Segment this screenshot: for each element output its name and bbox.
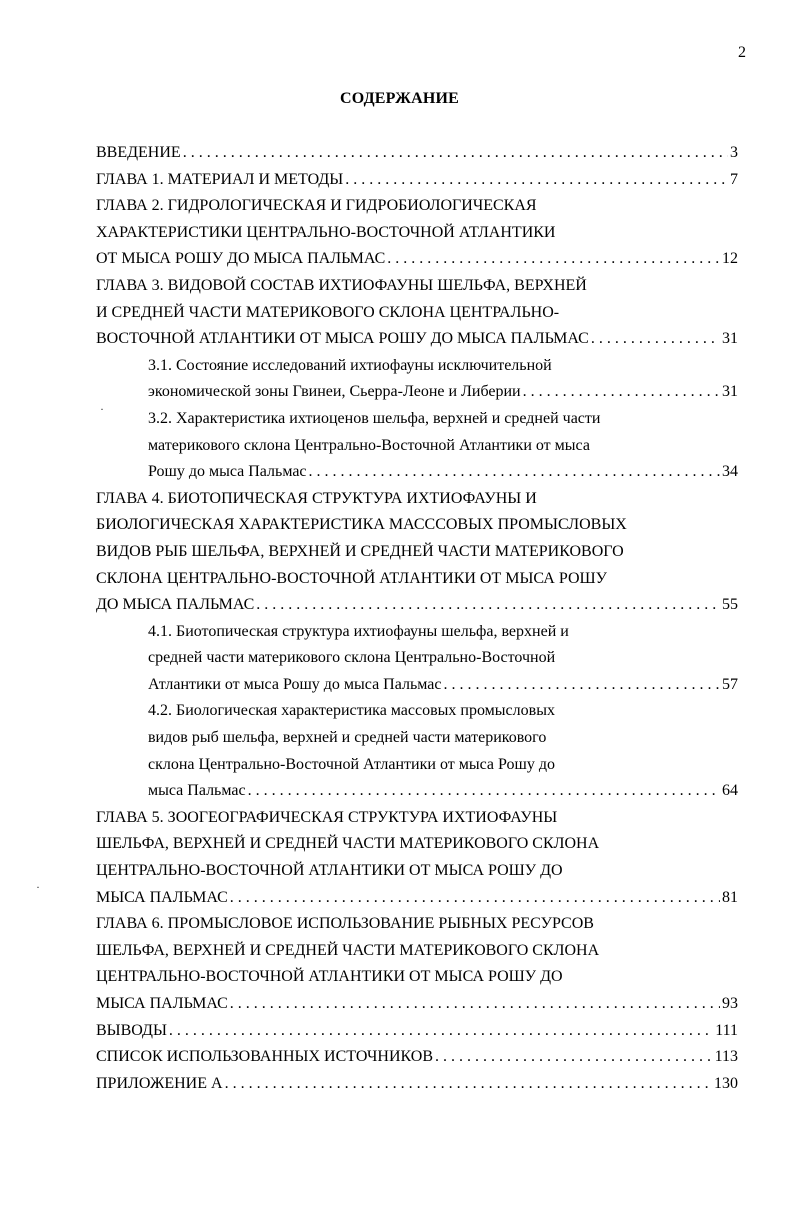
scan-speck: ·	[100, 402, 104, 416]
toc-entry-title-line: 3.2. Характеристика ихтиоценов шельфа, верхней и средней части	[148, 409, 601, 427]
toc-entry-title-line: видов рыб шельфа, верхней и средней части материкового	[148, 729, 547, 747]
toc-page-number: 55	[722, 596, 738, 614]
toc-page-number: 111	[715, 1021, 738, 1039]
toc-entry[interactable]	[96, 167, 738, 194]
toc-entry[interactable]	[96, 140, 738, 167]
toc-page-number: 7	[730, 170, 738, 188]
dot-leader	[248, 778, 720, 805]
toc-entry-title-line: ЦЕНТРАЛЬНО-ВОСТОЧНОЙ АТЛАНТИКИ ОТ МЫСА РОШУ ДО	[96, 862, 563, 880]
toc-entry-title-line: Рошу до мыса Пальмас	[148, 463, 307, 481]
toc-page-number: 93	[722, 995, 738, 1012]
toc-page-number: 34	[722, 463, 738, 481]
toc-page-number: 57	[722, 675, 738, 693]
toc-entry-leader-line	[96, 167, 738, 194]
toc-entry-title-line: ЦЕНТРАЛЬНО-ВОСТОЧНОЙ АТЛАНТИКИ ОТ МЫСА РОШУ ДО	[96, 968, 563, 986]
toc-entry-title-line: ГЛАВА 3. ВИДОВОЙ СОСТАВ ИХТИОФАУНЫ ШЕЛЬФА, ВЕРХНЕЙ	[96, 276, 587, 294]
toc-entry-title-line: СКЛОНА ЦЕНТРАЛЬНО-ВОСТОЧНОЙ АТЛАНТИКИ ОТ МЫСА РОШУ	[96, 569, 607, 587]
toc-entry-leader-line	[148, 778, 738, 805]
toc-page-number: 64	[722, 782, 738, 800]
toc-page-number: 130	[714, 1074, 738, 1092]
toc-entry-title-line: ГЛАВА 2. ГИДРОЛОГИЧЕСКАЯ И ГИДРОБИОЛОГИЧЕСКАЯ	[96, 197, 537, 215]
toc-title: СОДЕРЖАНИЕ	[339, 90, 460, 107]
toc-entry-title-line: МЫСА ПАЛЬМАС	[96, 888, 228, 906]
toc-entry-leader-line	[96, 140, 738, 167]
dot-leader	[169, 1018, 713, 1045]
toc-subsection-entry[interactable]	[96, 619, 738, 699]
toc-entry-leader-line	[96, 991, 738, 1018]
toc-entry-leader-line	[96, 1044, 738, 1071]
dot-leader	[387, 246, 720, 273]
toc-entry-title-line: средней части материкового склона Центрально-Восточной	[148, 649, 556, 667]
dot-leader	[591, 326, 720, 353]
toc-entry-leader-line	[148, 459, 738, 486]
toc-page-number: 31	[722, 383, 738, 401]
dot-leader	[230, 991, 720, 1018]
toc-entry-title-line: ГЛАВА 6. ПРОМЫСЛОВОЕ ИСПОЛЬЗОВАНИЕ РЫБНЫХ РЕСУРСОВ	[96, 915, 594, 933]
toc-entry-title-line: ВОСТОЧНОЙ АТЛАНТИКИ ОТ МЫСА РОШУ ДО МЫСА ПАЛЬМАС	[96, 330, 589, 348]
dot-leader	[309, 459, 720, 486]
dot-leader	[523, 379, 720, 406]
toc-entry-title-line: БИОЛОГИЧЕСКАЯ ХАРАКТЕРИСТИКА МАСССОВЫХ ПРОМЫСЛОВЫХ	[96, 516, 627, 534]
toc-entry-title-line: 3.1. Состояние исследований ихтиофауны исключительной	[148, 356, 552, 374]
dot-leader	[183, 140, 728, 167]
toc-page-number: 31	[722, 330, 738, 348]
toc-entry-title-line: ГЛАВА 4. БИОТОПИЧЕСКАЯ СТРУКТУРА ИХТИОФАУНЫ И	[96, 489, 537, 507]
scan-speck: ·	[36, 880, 40, 894]
toc-entry-title-line: ВВЕДЕНИЕ	[96, 144, 181, 161]
dot-leader	[443, 672, 720, 699]
toc-entry-title-line: ВЫВОДЫ	[96, 1021, 167, 1039]
toc-page-number: 12	[722, 250, 738, 268]
toc-entry-title-line: Атлантики от мыса Рошу до мыса Пальмас	[148, 675, 442, 693]
dot-leader	[435, 1044, 713, 1071]
toc-entry-title-line: И СРЕДНЕЙ ЧАСТИ МАТЕРИКОВОГО СКЛОНА ЦЕНТРАЛЬНО-	[96, 303, 560, 321]
table-of-contents	[96, 140, 738, 1097]
toc-entry-title-line: ШЕЛЬФА, ВЕРХНЕЙ И СРЕДНЕЙ ЧАСТИ МАТЕРИКОВОГО СКЛОНА	[96, 835, 600, 853]
toc-subsection-entry[interactable]	[96, 698, 738, 804]
toc-entry-title-line: ДО МЫСА ПАЛЬМАС	[96, 596, 255, 614]
toc-entry-title-line: ОТ МЫСА РОШУ ДО МЫСА ПАЛЬМАС	[96, 250, 386, 268]
toc-entry-title-line: экономической зоны Гвинеи, Сьерра-Леоне и Либерии	[148, 383, 521, 401]
dot-leader	[345, 167, 728, 194]
toc-entry-title-line: 4.2. Биологическая характеристика массовых промысловых	[148, 702, 555, 720]
toc-entry-leader-line	[148, 379, 738, 406]
page-number: 2	[738, 44, 746, 61]
toc-entry-title-line: СПИСОК ИСПОЛЬЗОВАННЫХ ИСТОЧНИКОВ	[96, 1048, 434, 1066]
toc-entry-leader-line	[96, 1018, 738, 1045]
dot-leader	[256, 592, 720, 619]
toc-entry-title-line: ВИДОВ РЫБ ШЕЛЬФА, ВЕРХНЕЙ И СРЕДНЕЙ ЧАСТИ МАТЕРИКОВОГО	[96, 542, 624, 560]
toc-page-number: 81	[722, 888, 738, 906]
toc-entry[interactable]	[96, 1018, 738, 1045]
toc-entry-title-line: ГЛАВА 5. ЗООГЕОГРАФИЧЕСКАЯ СТРУКТУРА ИХТИОФАУНЫ	[96, 808, 558, 826]
toc-entry[interactable]	[96, 805, 738, 911]
toc-entry-title-line: МЫСА ПАЛЬМАС	[96, 995, 228, 1012]
toc-entry[interactable]	[96, 193, 738, 273]
toc-entry-title-line: мыса Пальмас	[148, 782, 246, 800]
toc-entry-title-line: 4.1. Биотопическая структура ихтиофауны шельфа, верхней и	[148, 622, 569, 640]
dot-leader	[230, 885, 720, 912]
toc-entry-leader-line	[96, 246, 738, 273]
toc-entry-title-line: ХАРАКТЕРИСТИКИ ЦЕНТРАЛЬНО-ВОСТОЧНОЙ АТЛАНТИКИ	[96, 223, 556, 241]
toc-entry[interactable]	[96, 911, 738, 1017]
toc-entry-leader-line	[96, 885, 738, 912]
toc-entry-title-line: ГЛАВА 1. МАТЕРИАЛ И МЕТОДЫ	[96, 170, 344, 188]
toc-entry[interactable]	[96, 1071, 738, 1098]
toc-entry-title-line: склона Центрально-Восточной Атлантики от мыса Рошу до	[148, 755, 555, 773]
toc-subsection-entry[interactable]	[96, 353, 738, 406]
toc-entry-leader-line	[96, 326, 738, 353]
toc-page-number: 113	[714, 1048, 738, 1066]
toc-entry-leader-line	[96, 1071, 738, 1098]
toc-entry-title-line: материкового склона Центрально-Восточной Атлантики от мыса	[148, 436, 590, 454]
toc-entry-title-line: ПРИЛОЖЕНИЕ А	[96, 1074, 223, 1092]
dot-leader	[225, 1071, 712, 1098]
toc-subsection-entry[interactable]	[96, 406, 738, 486]
toc-entry[interactable]	[96, 1044, 738, 1071]
toc-entry-leader-line	[96, 592, 738, 619]
toc-page-number: 3	[730, 144, 738, 161]
toc-entry[interactable]	[96, 486, 738, 619]
toc-entry-title-line: ШЕЛЬФА, ВЕРХНЕЙ И СРЕДНЕЙ ЧАСТИ МАТЕРИКОВОГО СКЛОНА	[96, 941, 600, 959]
toc-entry[interactable]	[96, 273, 738, 353]
toc-entry-leader-line	[148, 672, 738, 699]
